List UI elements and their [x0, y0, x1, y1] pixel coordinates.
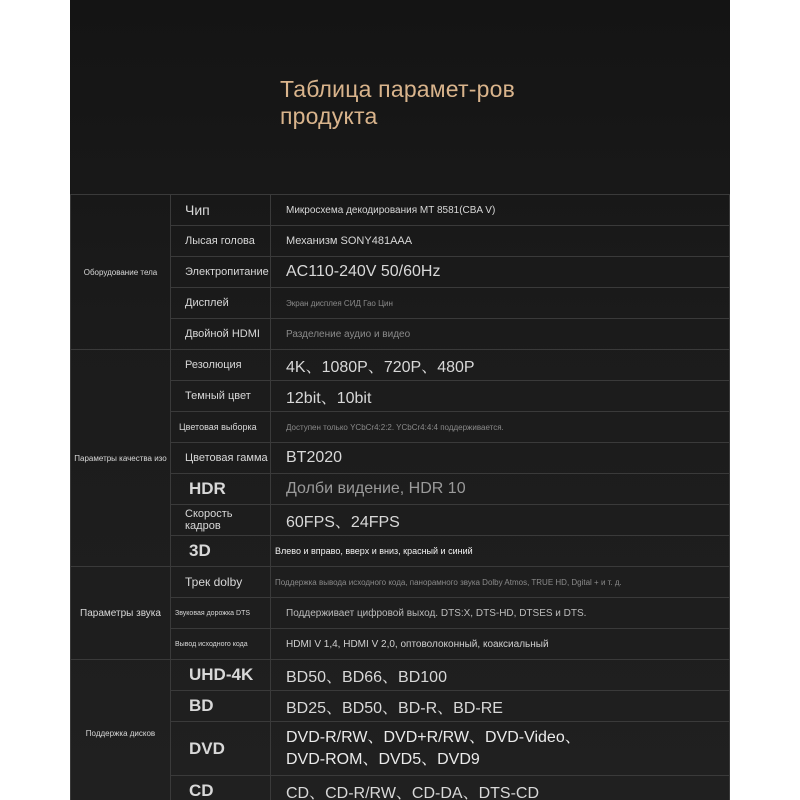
- row-label-uhd: UHD-4K: [171, 660, 271, 691]
- row-value-bd: BD25、BD50、BD-R、BD-RE: [271, 691, 730, 722]
- row-label-hdmi: Двойной HDMI: [171, 319, 271, 350]
- row-value-3d: Влево и вправо, вверх и вниз, красный и синий: [271, 536, 730, 567]
- group-label-image: Параметры качества изо: [71, 350, 171, 567]
- spec-table: [70, 194, 730, 800]
- spec-panel: [70, 0, 730, 800]
- row-value-darkcolor: 12bit、10bit: [271, 381, 730, 412]
- row-label-dolby: Трек dolby: [171, 567, 271, 598]
- row-value-hdmi: Разделение аудио и видео: [271, 319, 730, 350]
- table-row: [71, 660, 730, 691]
- dvd-line-2: DVD-ROM、DVD5、DVD9: [286, 750, 480, 768]
- row-label-gamut: Цветовая гамма: [171, 443, 271, 474]
- dvd-line-1: DVD-R/RW、DVD+R/RW、DVD-Video、: [286, 728, 581, 746]
- group-label-disc: Поддержка дисков: [71, 660, 171, 800]
- row-value-chip: Микросхема декодирования MT 8581(CBA V): [271, 195, 730, 226]
- row-value-hdr: Долби видение, HDR 10: [271, 474, 730, 505]
- table-row: [71, 567, 730, 598]
- table-row: [71, 350, 730, 381]
- group-label-body: Оборудование тела: [71, 195, 171, 350]
- row-value-dts: Поддерживает цифровой выход. DTS:X, DTS-HD, DTSES и DTS.: [271, 598, 730, 629]
- row-label-3d: 3D: [171, 536, 271, 567]
- group-label-sound: Параметры звука: [71, 567, 171, 660]
- row-label-resolution: Резолюция: [171, 350, 271, 381]
- row-value-output: HDMI V 1,4, HDMI V 2,0, оптоволоконный, коаксиальный: [271, 629, 730, 660]
- row-label-bd: BD: [171, 691, 271, 722]
- row-label-sampling: Цветовая выборка: [171, 412, 271, 443]
- row-label-power: Электропитание: [171, 257, 271, 288]
- row-value-resolution: 4K、1080P、720P、480P: [271, 350, 730, 381]
- row-label-hdr: HDR: [171, 474, 271, 505]
- row-value-power: AC110-240V 50/60Hz: [271, 257, 730, 288]
- row-label-cd: CD: [171, 776, 271, 800]
- row-label-dvd: DVD: [171, 722, 271, 776]
- row-value-dvd: [271, 722, 730, 776]
- row-label-dts: Звуковая дорожка DTS: [171, 598, 271, 629]
- row-value-fps: 60FPS、24FPS: [271, 505, 730, 536]
- row-label-output: Вывод исходного кода: [171, 629, 271, 660]
- row-label-chip: Чип: [171, 195, 271, 226]
- page-title: Таблица парамет-ров продукта: [280, 76, 516, 129]
- row-label-darkcolor: Темный цвет: [171, 381, 271, 412]
- row-value-display: Экран дисплея СИД Гао Цин: [271, 288, 730, 319]
- row-value-uhd: BD50、BD66、BD100: [271, 660, 730, 691]
- row-label-fps: Скорость кадров: [171, 505, 271, 536]
- row-value-cd: CD、CD-R/RW、CD-DA、DTS-CD: [271, 776, 730, 800]
- row-value-sampling: Доступен только YCbCr4:2:2. YCbCr4:4:4 поддерживается.: [271, 412, 730, 443]
- table-row: [71, 195, 730, 226]
- row-value-gamut: BT2020: [271, 443, 730, 474]
- row-value-head: Механизм SONY481AAA: [271, 226, 730, 257]
- row-label-display: Дисплей: [171, 288, 271, 319]
- row-label-head: Лысая голова: [171, 226, 271, 257]
- row-value-dolby: Поддержка вывода исходного кода, панорамного звука Dolby Atmos, TRUE HD, Dgital + и т. д.: [271, 567, 730, 598]
